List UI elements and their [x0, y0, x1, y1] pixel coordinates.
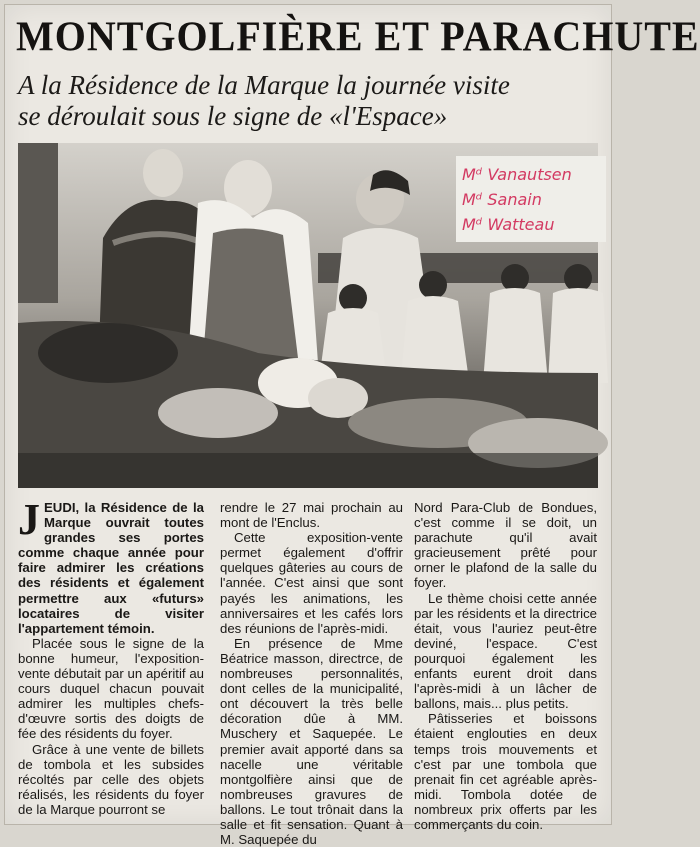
subheadline-line-2: se déroulait sous le signe de «l'Espace»	[18, 101, 448, 131]
handwritten-annotation	[456, 156, 606, 242]
article-column-1	[18, 495, 204, 817]
body-paragraph: rendre le 27 mai prochain au mont de l'Enclus.	[220, 500, 403, 531]
article-column-3	[414, 500, 597, 832]
handwritten-name-1: Mᵈ Vanautsen	[462, 165, 572, 184]
body-paragraph: Nord Para-Club de Bondues, c'est comme il se doit, un parachute qu'il avait gracieusement prêté pour orner le plafond de la salle du foyer.	[414, 500, 597, 591]
body-paragraph: Pâtisseries et boissons étaient englouties en deux temps trois mouvements et c'est par une tombola que prenait fin cet agréable après-midi. Tombola dotée de nombreux prix offerts par les commerçants du coin.	[414, 711, 597, 832]
body-paragraph: Le thème choisi cette année par les résidents et la directrice était, vous l'auriez peut-être deviné, l'espace. C'est pourquoi également les enfants eurent droit dans l'après-midi à un lâcher de ballons, mais... plus petits.	[414, 590, 597, 712]
lead-text: EUDI, la Résidence de la Marque ouvrait toutes grandes ses portes comme chaque année pour faire admirer les créations des résidents et également permettre aux «futurs» locataires de visiter l'appartement témoin.	[18, 500, 204, 636]
headline: MONTGOLFIÈRE ET PARACHUTE	[16, 12, 700, 61]
body-paragraph: En présence de Mme Béatrice masson, directrce, de nombreuses personnalités, dont celles de la municipalité, ont découvert la très belle décoration dûe à MM. Muschery et Saquepée. Le premier avait apporté dans sa nacelle une véritable montgolfière ainsi que de nombreuses gravures de ballons. Le tout trônait dans la salle et fit sensation. Quant à M. Saquepée du	[220, 635, 403, 847]
drop-cap: J	[18, 495, 40, 544]
body-paragraph: Grâce à une vente de billets de tombola et les subsides récoltés par celle des objets réalisés, les résidents du foyer de la Marque pourront se	[18, 741, 204, 817]
subheadline-line-1: A la Résidence de la Marque la journée visite	[18, 70, 510, 100]
subheadline	[18, 70, 602, 132]
handwritten-name-3: Mᵈ Watteau	[462, 215, 555, 234]
handwritten-name-2: Mᵈ Sanain	[462, 190, 542, 209]
body-paragraph: Cette exposition-vente permet également d'offrir quelques gâteries au cours de l'année. C'est ainsi que sont payés les animations, les anniversaires et les cafés lors des réunions de l'après-midi.	[220, 530, 403, 636]
lead-paragraph	[18, 495, 204, 636]
article-column-2	[220, 500, 403, 847]
body-paragraph: Placée sous le signe de la bonne humeur, l'exposition-vente débutait par un apéritif au cours duquel chacun pouvait admirer les multiples chefs-d'œuvre sortis des doigts de fée des résidents du foyer.	[18, 635, 204, 742]
